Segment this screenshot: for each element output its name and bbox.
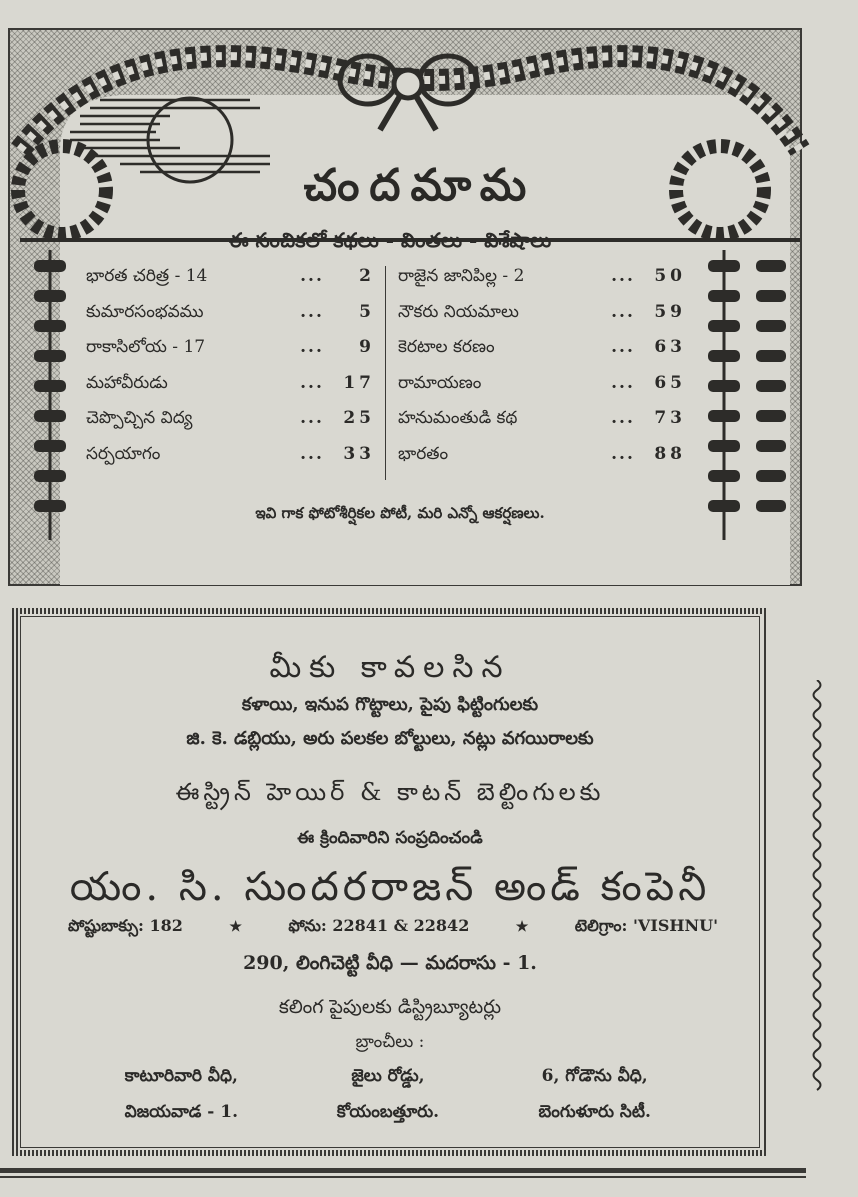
toc-title: భారతం (398, 443, 449, 464)
branch-street: 6, గోడౌను వీధి, (541, 1066, 648, 1086)
toc-dots: ... (611, 266, 635, 286)
toc-entry (398, 337, 686, 373)
toc-entry (86, 408, 375, 444)
right-outer-tassel-icon (746, 250, 796, 550)
contents-subtitle: ఈ సంచికలో కథలు - వింతలు - విశేషాలు (228, 228, 552, 252)
bottom-divider-thin (0, 1176, 806, 1178)
toc-title: హనుమంతుడి కథ (398, 408, 518, 429)
toc-title: కుమారసంభవము (86, 301, 204, 322)
toc-page: 65 (654, 372, 686, 393)
toc-entry (398, 408, 686, 444)
ad-telegram: టెలిగ్రాం: 'VISHNU' (574, 916, 718, 935)
toc-title: రాజైన జానిపిల్ల - 2 (398, 266, 525, 286)
branch-city: కోయంబత్తూరు. (336, 1102, 440, 1122)
toc-page: 73 (654, 408, 686, 429)
ad-product-line-1: కళాయి, ఇనుప గొట్టాలు, పైపు ఫిట్టింగులకు (241, 694, 539, 715)
toc-dots: ... (300, 266, 324, 286)
ad-company-name: యం. సి. సుందరరాజన్ అండ్ కంపెనీ (69, 864, 711, 910)
toc-dots: ... (300, 301, 324, 322)
toc-title: రాకాసిలోయ - 17 (86, 337, 206, 358)
squiggle-border-icon (810, 680, 824, 1100)
toc-entry (398, 373, 686, 409)
toc-title: చెప్పొచ్చిన విద్య (86, 408, 193, 429)
table-of-contents (86, 266, 686, 480)
toc-page: 59 (654, 301, 686, 322)
toc-title: కెరటాల కరణం (398, 337, 495, 358)
toc-title: సర్పయాగం (86, 443, 161, 464)
toc-page: 17 (343, 372, 375, 393)
advertisement-panel (12, 608, 768, 1156)
toc-entry (86, 337, 375, 373)
toc-entry (398, 266, 686, 302)
toc-dots: ... (300, 443, 324, 464)
toc-dots: ... (300, 408, 324, 429)
star-icon: ★ (515, 919, 529, 935)
toc-dots: ... (300, 337, 324, 358)
ad-contact-row (68, 916, 718, 939)
toc-page: 25 (343, 408, 375, 429)
toc-left-column (86, 266, 386, 480)
toc-page: 33 (343, 443, 375, 464)
toc-entry (86, 444, 375, 480)
toc-page: 9 (359, 337, 375, 358)
branch-street: జైలు రోడ్డు, (351, 1066, 425, 1086)
toc-page: 88 (654, 443, 686, 464)
toc-title: భారత చరిత్ర - 14 (86, 266, 208, 286)
toc-dots: ... (611, 408, 635, 429)
ad-pobox: పోష్టుబాక్సు: 182 (68, 916, 183, 935)
toc-right-column (386, 266, 686, 480)
toc-entry (398, 444, 686, 480)
right-tassel-icon (694, 250, 754, 550)
toc-page: 50 (654, 266, 686, 286)
bottom-divider (0, 1168, 806, 1173)
star-icon: ★ (229, 919, 242, 935)
toc-title: నౌకరు నియమాలు (398, 301, 519, 322)
toc-entry (86, 373, 375, 409)
branch-street: కాటూరివారి వీధి, (124, 1066, 238, 1086)
toc-dots: ... (300, 372, 324, 393)
ad-heading: మీకు కావలసిన (269, 650, 511, 685)
branch-city: విజయవాడ - 1. (124, 1102, 239, 1122)
ad-contact-prompt: ఈ క్రిందివారిని సంప్రదించండి (297, 828, 483, 848)
toc-entry (86, 302, 375, 338)
toc-entry (86, 266, 375, 302)
toc-dots: ... (611, 443, 635, 464)
ad-branches-label: బ్రాంచీలు : (355, 1032, 425, 1052)
ad-phone: ఫోను: 22841 & 22842 (288, 916, 470, 935)
toc-title: మహావీరుడు (86, 372, 168, 393)
toc-dots: ... (611, 372, 635, 393)
toc-title: రామాయణం (398, 372, 482, 393)
branch-list (78, 1066, 698, 1126)
toc-page: 63 (654, 337, 686, 358)
left-tassel-icon (20, 250, 80, 550)
toc-dots: ... (611, 301, 635, 322)
toc-entry (398, 302, 686, 338)
branch-city: బెంగుళూరు సిటీ. (538, 1102, 651, 1122)
ad-product-line-2: జి. కె. డబ్లియు, అరు పలకల బోల్టులు, నట్లు వగయిరాలకు (186, 728, 594, 749)
toc-dots: ... (611, 337, 635, 358)
ad-address: 290, లింగిచెట్టి వీధి — మదరాసు - 1. (243, 952, 537, 974)
toc-page: 5 (359, 301, 375, 322)
moon-clouds-illustration (60, 80, 280, 200)
toc-page: 2 (359, 266, 375, 286)
contents-note: ఇవి గాక ఫోటోశీర్షికల పోటీ, మరి ఎన్నో ఆకర్షణలు. (255, 504, 545, 522)
ad-product-line-3: ఈస్ట్రిన్ హెయిర్ & కాటన్ బెల్టింగులకు (175, 778, 605, 806)
ad-distributors: కలింగ పైపులకు డిస్ట్రిబ్యూటర్లు (278, 996, 502, 1018)
magazine-title: చందమామ (303, 160, 537, 211)
